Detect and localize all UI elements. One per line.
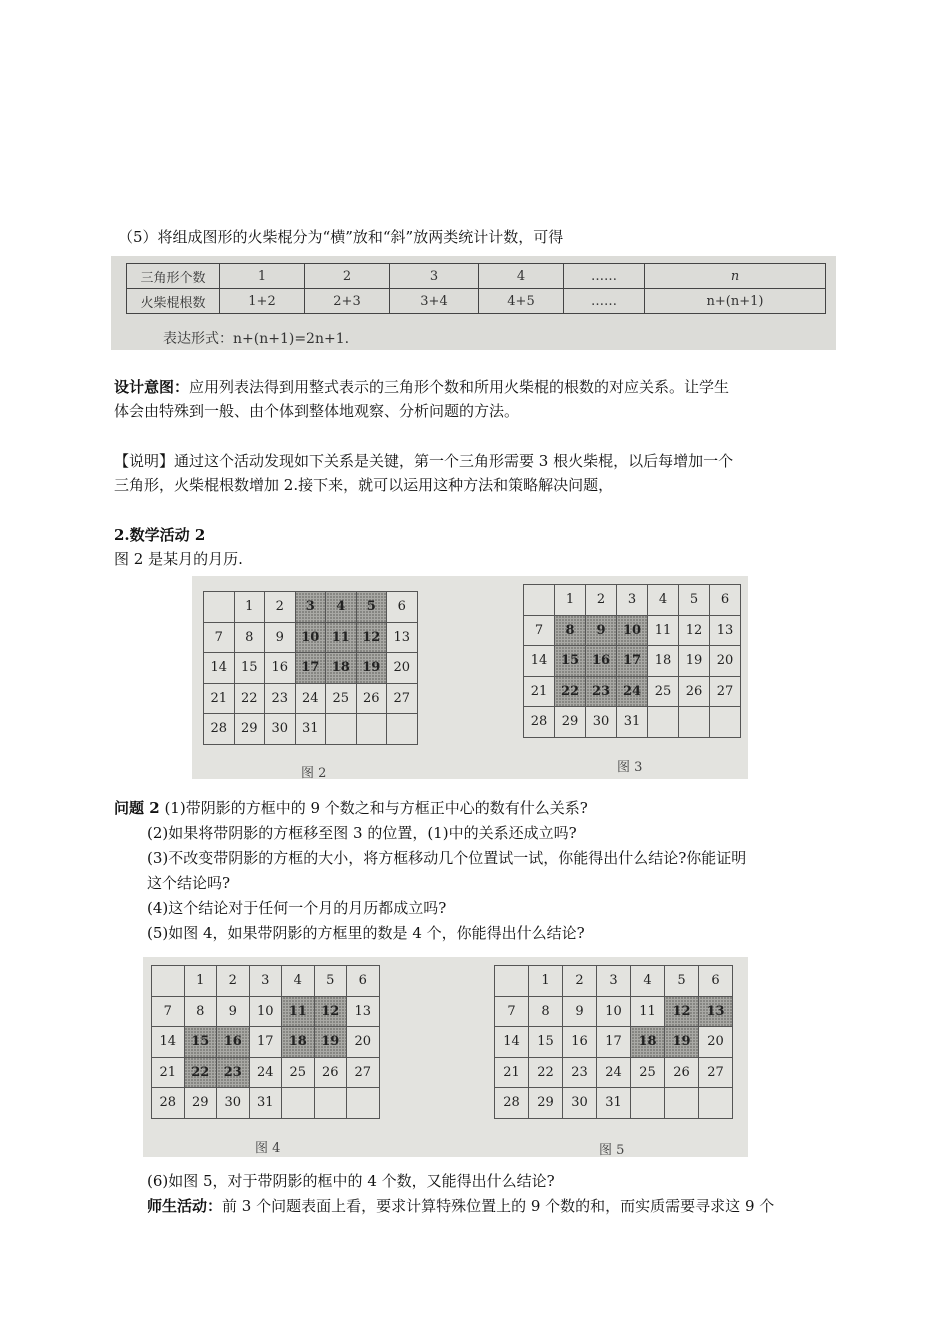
- calendar-cell: [387, 714, 418, 745]
- calendar-cell-shaded: 8: [555, 615, 586, 646]
- calendar-cell-shaded: 17: [295, 653, 326, 684]
- calendar-cell: 30: [586, 707, 617, 738]
- calendar-figure-4: [151, 965, 380, 1119]
- match-table-figure: [111, 256, 836, 350]
- design-label: 设计意图：: [114, 378, 190, 396]
- design-line-1: [114, 376, 729, 398]
- calendar-cell-shaded: 5: [356, 592, 387, 623]
- calendar-cell-shaded: 19: [356, 653, 387, 684]
- question2-q3a: (3)不改变带阴影的方框的大小，将方框移动几个位置试一试，你能得出什么结论?你能证明: [147, 849, 747, 867]
- calendar-cell: 6: [710, 585, 741, 616]
- calendar-cell-shaded: 18: [282, 1027, 315, 1058]
- calendar-cell: 1: [529, 966, 563, 997]
- calendar-row: [204, 653, 418, 684]
- calendar-cell: 28: [204, 714, 235, 745]
- calendar-row: [152, 1027, 380, 1058]
- calendar-cell: 29: [529, 1088, 563, 1119]
- teacher-activity: [147, 1195, 774, 1217]
- calendar-cell-shaded: 10: [295, 622, 326, 653]
- calendar-cell: 25: [282, 1057, 315, 1088]
- calendar-cell: 3: [597, 966, 631, 997]
- activity-subline: 图 2 是某月的月历.: [114, 550, 243, 568]
- table-cell: 3+4: [390, 289, 479, 314]
- calendar-cell: 5: [314, 966, 347, 997]
- calendar-cell: 29: [234, 714, 265, 745]
- question2-q3b: 这个结论吗?: [147, 874, 231, 892]
- calendar-cell-shaded: 19: [665, 1027, 699, 1058]
- question2-q6: (6)如图 5，对于带阴影的框中的 4 个数，又能得出什么结论?: [147, 1172, 555, 1190]
- table-cell: 2: [305, 264, 390, 289]
- table-cell: 1+2: [220, 289, 305, 314]
- note-line-2: 三角形，火柴棍根数增加 2.接下来，就可以运用这种方法和策略解决问题，: [114, 476, 614, 494]
- calendar-cell: 2: [563, 966, 597, 997]
- calendar-cell-shaded: 11: [326, 622, 357, 653]
- calendar-cell-shaded: 11: [282, 996, 315, 1027]
- calendar-cell: 2: [265, 592, 296, 623]
- calendar-cell: 25: [648, 676, 679, 707]
- calendar-cell: 27: [699, 1057, 733, 1088]
- calendar-cell-shaded: 18: [326, 653, 357, 684]
- calendar-cell: [524, 585, 555, 616]
- calendar-cell: 25: [326, 683, 357, 714]
- table-cell: 1: [220, 264, 305, 289]
- calendar-cell: 4: [648, 585, 679, 616]
- calendar-cell: 10: [249, 996, 282, 1027]
- figure-caption: 图 4: [255, 1141, 281, 1156]
- match-table: [126, 263, 826, 314]
- calendar-cell-shaded: 13: [699, 996, 733, 1027]
- calendar-cell: 14: [204, 653, 235, 684]
- calendar-cell: [204, 592, 235, 623]
- calendar-cell: 28: [524, 707, 555, 738]
- figure-caption: 图 5: [599, 1143, 625, 1158]
- calendar-cell: 23: [265, 683, 296, 714]
- calendar-cell: 30: [563, 1088, 597, 1119]
- teacher-label: 师生活动：: [147, 1197, 223, 1215]
- table-row: [127, 289, 826, 314]
- calendar-cell: 5: [665, 966, 699, 997]
- table-cell: ……: [564, 264, 645, 289]
- table-cell: n: [645, 264, 826, 289]
- calendar-cell: 26: [665, 1057, 699, 1088]
- question2-q1: [114, 797, 588, 819]
- calendar-cell-shaded: 22: [184, 1057, 217, 1088]
- calendar-row: [524, 615, 741, 646]
- calendar-cell: 27: [347, 1057, 380, 1088]
- calendar-row: [524, 676, 741, 707]
- question2-q2: (2)如果将带阴影的方框移至图 3 的位置，(1)中的关系还成立吗?: [147, 824, 577, 842]
- table-cell: 4+5: [479, 289, 564, 314]
- calendar-cell: 26: [679, 676, 710, 707]
- calendar-cell: 14: [524, 646, 555, 677]
- calendar-cell-shaded: 9: [586, 615, 617, 646]
- calendar-cell: 26: [314, 1057, 347, 1088]
- question2-label: 问题 2: [114, 799, 160, 817]
- calendar-cell: 31: [249, 1088, 282, 1119]
- table-cell: n+(n+1): [645, 289, 826, 314]
- activity-heading: 2.数学活动 2: [114, 526, 206, 544]
- calendar-cell: 20: [699, 1027, 733, 1058]
- calendar-cell: 6: [699, 966, 733, 997]
- calendar-cell: [679, 707, 710, 738]
- calendar-row: [204, 622, 418, 653]
- calendar-row: [495, 1027, 733, 1058]
- intro-line: （5）将组成图形的火柴棍分为“横”放和“斜”放两类统计计数，可得: [118, 228, 564, 246]
- calendar-figure-2: [203, 591, 418, 745]
- calendar-cell-shaded: 23: [586, 676, 617, 707]
- calendar-cell: 1: [184, 966, 217, 997]
- calendar-cell-shaded: 23: [217, 1057, 250, 1088]
- calendar-cell: 20: [347, 1027, 380, 1058]
- calendar-cell: 27: [387, 683, 418, 714]
- calendar-cell-shaded: 12: [665, 996, 699, 1027]
- calendar-cell: 10: [597, 996, 631, 1027]
- calendar-row: [152, 1088, 380, 1119]
- calendar-row: [204, 683, 418, 714]
- calendar-row: [495, 996, 733, 1027]
- calendar-cell: [648, 707, 679, 738]
- calendar-cell: 22: [234, 683, 265, 714]
- calendar-cell: [495, 966, 529, 997]
- calendar-cell: 6: [387, 592, 418, 623]
- calendar-cell: 7: [524, 615, 555, 646]
- calendar-cell: 3: [249, 966, 282, 997]
- calendar-cell: 20: [710, 646, 741, 677]
- calendar-cell: 14: [495, 1027, 529, 1058]
- calendar-cell-shaded: 22: [555, 676, 586, 707]
- calendar-cell-shaded: 24: [617, 676, 648, 707]
- calendar-figure-3: [523, 584, 741, 738]
- calendar-cell: [699, 1088, 733, 1119]
- figure-caption: 图 2: [301, 766, 327, 781]
- calendar-row: [524, 707, 741, 738]
- figure-caption: 图 3: [617, 760, 643, 775]
- design-text: 应用列表法得到用整式表示的三角形个数和所用火柴棍的根数的对应关系。让学生: [189, 378, 730, 396]
- calendar-cell: [665, 1088, 699, 1119]
- calendar-cell: 15: [234, 653, 265, 684]
- calendar-row: [152, 996, 380, 1027]
- calendar-figures-top: [192, 576, 748, 779]
- calendar-cell: 17: [249, 1027, 282, 1058]
- table-cell: 火柴棍根数: [127, 289, 220, 314]
- calendar-cell: 8: [529, 996, 563, 1027]
- calendar-cell: 26: [356, 683, 387, 714]
- calendar-cell: 27: [710, 676, 741, 707]
- calendar-row: [495, 966, 733, 997]
- calendar-cell: 1: [555, 585, 586, 616]
- question-text: (1)带阴影的方框中的 9 个数之和与方框正中心的数有什么关系?: [164, 799, 588, 817]
- calendar-row: [152, 966, 380, 997]
- calendar-cell: 31: [617, 707, 648, 738]
- question2-q4: (4)这个结论对于任何一个月的月历都成立吗?: [147, 899, 447, 917]
- calendar-cell-shaded: 3: [295, 592, 326, 623]
- table-cell: 三角形个数: [127, 264, 220, 289]
- calendar-cell: 16: [563, 1027, 597, 1058]
- table-cell: 2+3: [305, 289, 390, 314]
- calendar-cell: 30: [265, 714, 296, 745]
- table-cell: 4: [479, 264, 564, 289]
- calendar-row: [524, 646, 741, 677]
- calendar-cell: 5: [679, 585, 710, 616]
- calendar-cell: 28: [152, 1088, 185, 1119]
- calendar-cell: 15: [529, 1027, 563, 1058]
- calendar-cell: 22: [529, 1057, 563, 1088]
- calendar-cell: 9: [265, 622, 296, 653]
- calendar-row: [524, 585, 741, 616]
- calendar-cell-shaded: 4: [326, 592, 357, 623]
- calendar-cell: 24: [597, 1057, 631, 1088]
- calendar-row: [495, 1088, 733, 1119]
- table-row: [127, 264, 826, 289]
- calendar-cell: 7: [204, 622, 235, 653]
- calendar-cell-shaded: 15: [184, 1027, 217, 1058]
- calendar-cell: 7: [152, 996, 185, 1027]
- calendar-cell: 16: [265, 653, 296, 684]
- calendar-cell: 1: [234, 592, 265, 623]
- calendar-cell-shaded: 10: [617, 615, 648, 646]
- calendar-cell: 14: [152, 1027, 185, 1058]
- calendar-cell: [314, 1088, 347, 1119]
- calendar-cell: 4: [282, 966, 315, 997]
- calendar-cell: 25: [631, 1057, 665, 1088]
- calendar-cell: [326, 714, 357, 745]
- calendar-cell-shaded: 16: [217, 1027, 250, 1058]
- calendar-cell: [152, 966, 185, 997]
- calendar-cell: 11: [631, 996, 665, 1027]
- calendar-cell: 31: [597, 1088, 631, 1119]
- calendar-cell-shaded: 15: [555, 646, 586, 677]
- calendar-cell: 28: [495, 1088, 529, 1119]
- calendar-figure-5: [494, 965, 733, 1119]
- calendar-cell: 8: [184, 996, 217, 1027]
- note-line-1: 【说明】通过这个活动发现如下关系是关键，第一个三角形需要 3 根火柴棍，以后每增加一个: [114, 452, 734, 470]
- calendar-cell: 30: [217, 1088, 250, 1119]
- calendar-cell-shaded: 18: [631, 1027, 665, 1058]
- calendar-figures-bottom: [143, 957, 748, 1157]
- calendar-cell: 17: [597, 1027, 631, 1058]
- calendar-cell: 29: [555, 707, 586, 738]
- expression: 表达形式：n+(n+1)=2n+1.: [163, 331, 350, 347]
- calendar-cell: 13: [710, 615, 741, 646]
- calendar-cell: 24: [249, 1057, 282, 1088]
- calendar-cell: 18: [648, 646, 679, 677]
- calendar-cell: 21: [152, 1057, 185, 1088]
- calendar-cell: 21: [204, 683, 235, 714]
- calendar-cell: 6: [347, 966, 380, 997]
- calendar-cell-shaded: 12: [356, 622, 387, 653]
- calendar-row: [152, 1057, 380, 1088]
- calendar-cell: [282, 1088, 315, 1119]
- calendar-cell: 11: [648, 615, 679, 646]
- calendar-cell: 12: [679, 615, 710, 646]
- question2-q5: (5)如图 4，如果带阴影的方框里的数是 4 个，你能得出什么结论?: [147, 924, 585, 942]
- calendar-cell: 13: [387, 622, 418, 653]
- calendar-cell: [356, 714, 387, 745]
- calendar-cell: 31: [295, 714, 326, 745]
- calendar-cell-shaded: 12: [314, 996, 347, 1027]
- calendar-cell: 21: [495, 1057, 529, 1088]
- calendar-cell: 8: [234, 622, 265, 653]
- calendar-cell: [347, 1088, 380, 1119]
- calendar-row: [204, 714, 418, 745]
- teacher-text: 前 3 个问题表面上看，要求计算特殊位置上的 9 个数的和，而实质需要寻求这 9 个: [222, 1197, 775, 1215]
- calendar-cell-shaded: 17: [617, 646, 648, 677]
- calendar-cell: [710, 707, 741, 738]
- calendar-row: [495, 1057, 733, 1088]
- calendar-cell: 2: [217, 966, 250, 997]
- calendar-cell: 29: [184, 1088, 217, 1119]
- calendar-cell: 20: [387, 653, 418, 684]
- calendar-cell: 9: [217, 996, 250, 1027]
- calendar-cell: 9: [563, 996, 597, 1027]
- calendar-cell: 24: [295, 683, 326, 714]
- table-cell: 3: [390, 264, 479, 289]
- calendar-cell: 21: [524, 676, 555, 707]
- calendar-cell: 23: [563, 1057, 597, 1088]
- table-cell: ……: [564, 289, 645, 314]
- calendar-cell: 13: [347, 996, 380, 1027]
- calendar-cell: [631, 1088, 665, 1119]
- calendar-cell: 19: [679, 646, 710, 677]
- calendar-cell: 4: [631, 966, 665, 997]
- calendar-cell: 2: [586, 585, 617, 616]
- calendar-cell-shaded: 19: [314, 1027, 347, 1058]
- design-line-2: 体会由特殊到一般、由个体到整体地观察、分析问题的方法。: [114, 402, 520, 420]
- calendar-row: [204, 592, 418, 623]
- calendar-cell: 7: [495, 996, 529, 1027]
- calendar-cell: 3: [617, 585, 648, 616]
- calendar-cell-shaded: 16: [586, 646, 617, 677]
